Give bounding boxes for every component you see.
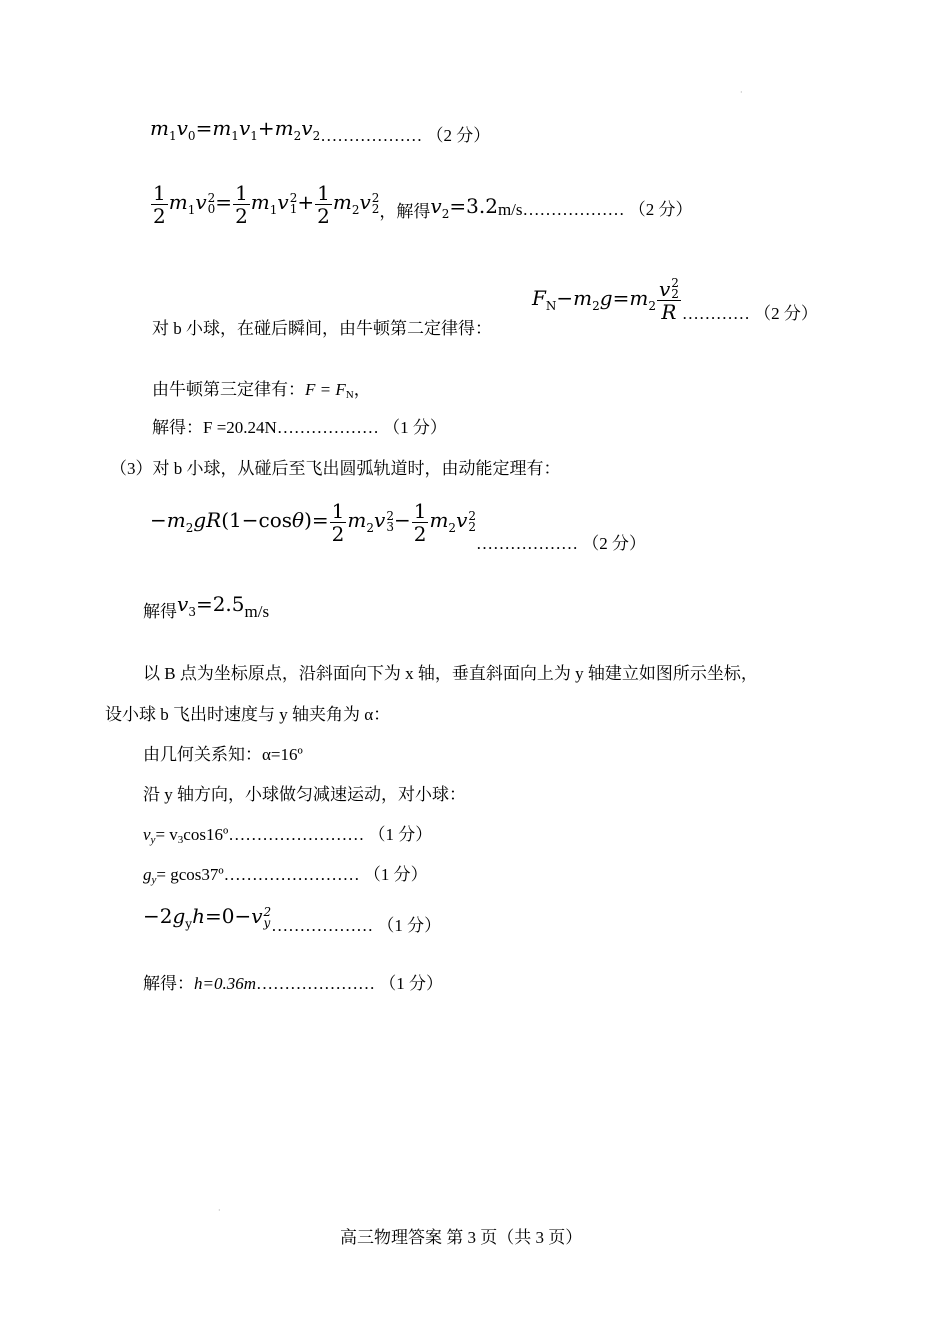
solve-f-text: F =20.24N <box>203 418 277 437</box>
vy-line: vy= v3cos16º…………………… （1 分） <box>143 825 433 846</box>
solve-f-score: ……………… （1 分） <box>276 418 447 437</box>
gy-eq: = gcos37º <box>156 865 224 884</box>
eq-kinetic: $-m_2gR(1-\cos\theta)=$ $\frac{1}{2}$ $m_2v$ 2 3 − $\frac{1}{2}$ $m_2v$ 2 2 ……………… （2 分） <box>150 499 647 553</box>
solve-f-line <box>152 419 447 436</box>
page-footer: 高三物理答案 第 3 页（共 3 页） <box>340 1228 583 1247</box>
eq-energy: $\frac{1}{2}$ $m_1v$ 2 0 = $\frac{1}{2}$ $m_1v$ 2 1 + $\frac{1}{2}$ $m_2v$ 2 2 ，解得$v_2=3.2m/s\dots\dots\dots\dots\dots\dots$ （2 分） <box>153 181 693 228</box>
vy-eq-tail: cos16º <box>183 825 229 844</box>
eq-energy-unit: m/s <box>497 200 523 219</box>
solve-v3-unit: m/s <box>244 602 270 621</box>
stray-dot: · <box>740 88 743 97</box>
stray-dot: · <box>218 1206 221 1215</box>
solve-v3-line: 解得$v_3=2.5m/s$ <box>143 592 270 621</box>
vy-eq: = v <box>155 825 178 844</box>
solve-v3-value: =2.5 <box>195 592 245 616</box>
solve-h-line <box>143 975 443 992</box>
newton2-label: 对 b 小球，在碰后瞬间，由牛顿第二定律得： <box>152 319 492 338</box>
newton2-score: ………… （2 分） <box>681 304 818 323</box>
h-eq-score: ……………… （1 分） <box>271 916 442 935</box>
vy-score: …………………… （1 分） <box>228 825 433 844</box>
eq-energy-value: =3.2 <box>449 194 498 218</box>
coord-line-2: 设小球 b 飞出时速度与 y 轴夹角为 α： <box>105 705 391 724</box>
coord-line-1: 以 B 点为坐标原点，沿斜面向下为 x 轴，垂直斜面向上为 y 轴建立如图所示坐标， <box>143 664 758 683</box>
solve-h-label: 解得： <box>143 974 194 993</box>
kinetic-score: ……………… （2 分） <box>476 534 647 553</box>
solve-h-score: ………………… （1 分） <box>256 974 443 993</box>
newton3-line: 由牛顿第三定律有：F = FN， <box>152 380 371 401</box>
gy-line: gy= gcos37º…………………… （1 分） <box>143 865 428 886</box>
newton3-eq: F = F <box>305 380 346 399</box>
newton3-text: 由牛顿第三定律有： <box>152 380 305 399</box>
eq-momentum: $m_1v_0=m_1v_1+m_2v_2\dots\dots\dots\dots\dots\dots$ （2 分） <box>150 116 491 145</box>
gy-score: …………………… （1 分） <box>223 865 428 884</box>
solve-v3-label: 解得 <box>143 602 177 621</box>
eq-momentum-score: ……………… （2 分） <box>320 126 491 145</box>
eq-height: $-2g_yh=0-v$ 2 y ……………… （1 分） <box>143 904 442 935</box>
eq-newton2: $F_N-m_2g=m_2$ v 2 2 R ………… （2 分） <box>532 276 818 324</box>
eq-energy-prefix: ，解得 <box>379 202 431 221</box>
geometry-text: 由几何关系知：α=16º <box>143 745 303 764</box>
solve-h-text: h=0.36m <box>194 974 256 993</box>
y-axis-text: 沿 y 轴方向，小球做匀减速运动，对小球： <box>143 785 466 804</box>
eq-energy-score: ……………… （2 分） <box>522 200 693 219</box>
part3-label: （3）对 b 小球，从碰后至飞出圆弧轨道时，由动能定理有： <box>110 459 561 478</box>
solve-f-label: 解得： <box>152 418 203 437</box>
